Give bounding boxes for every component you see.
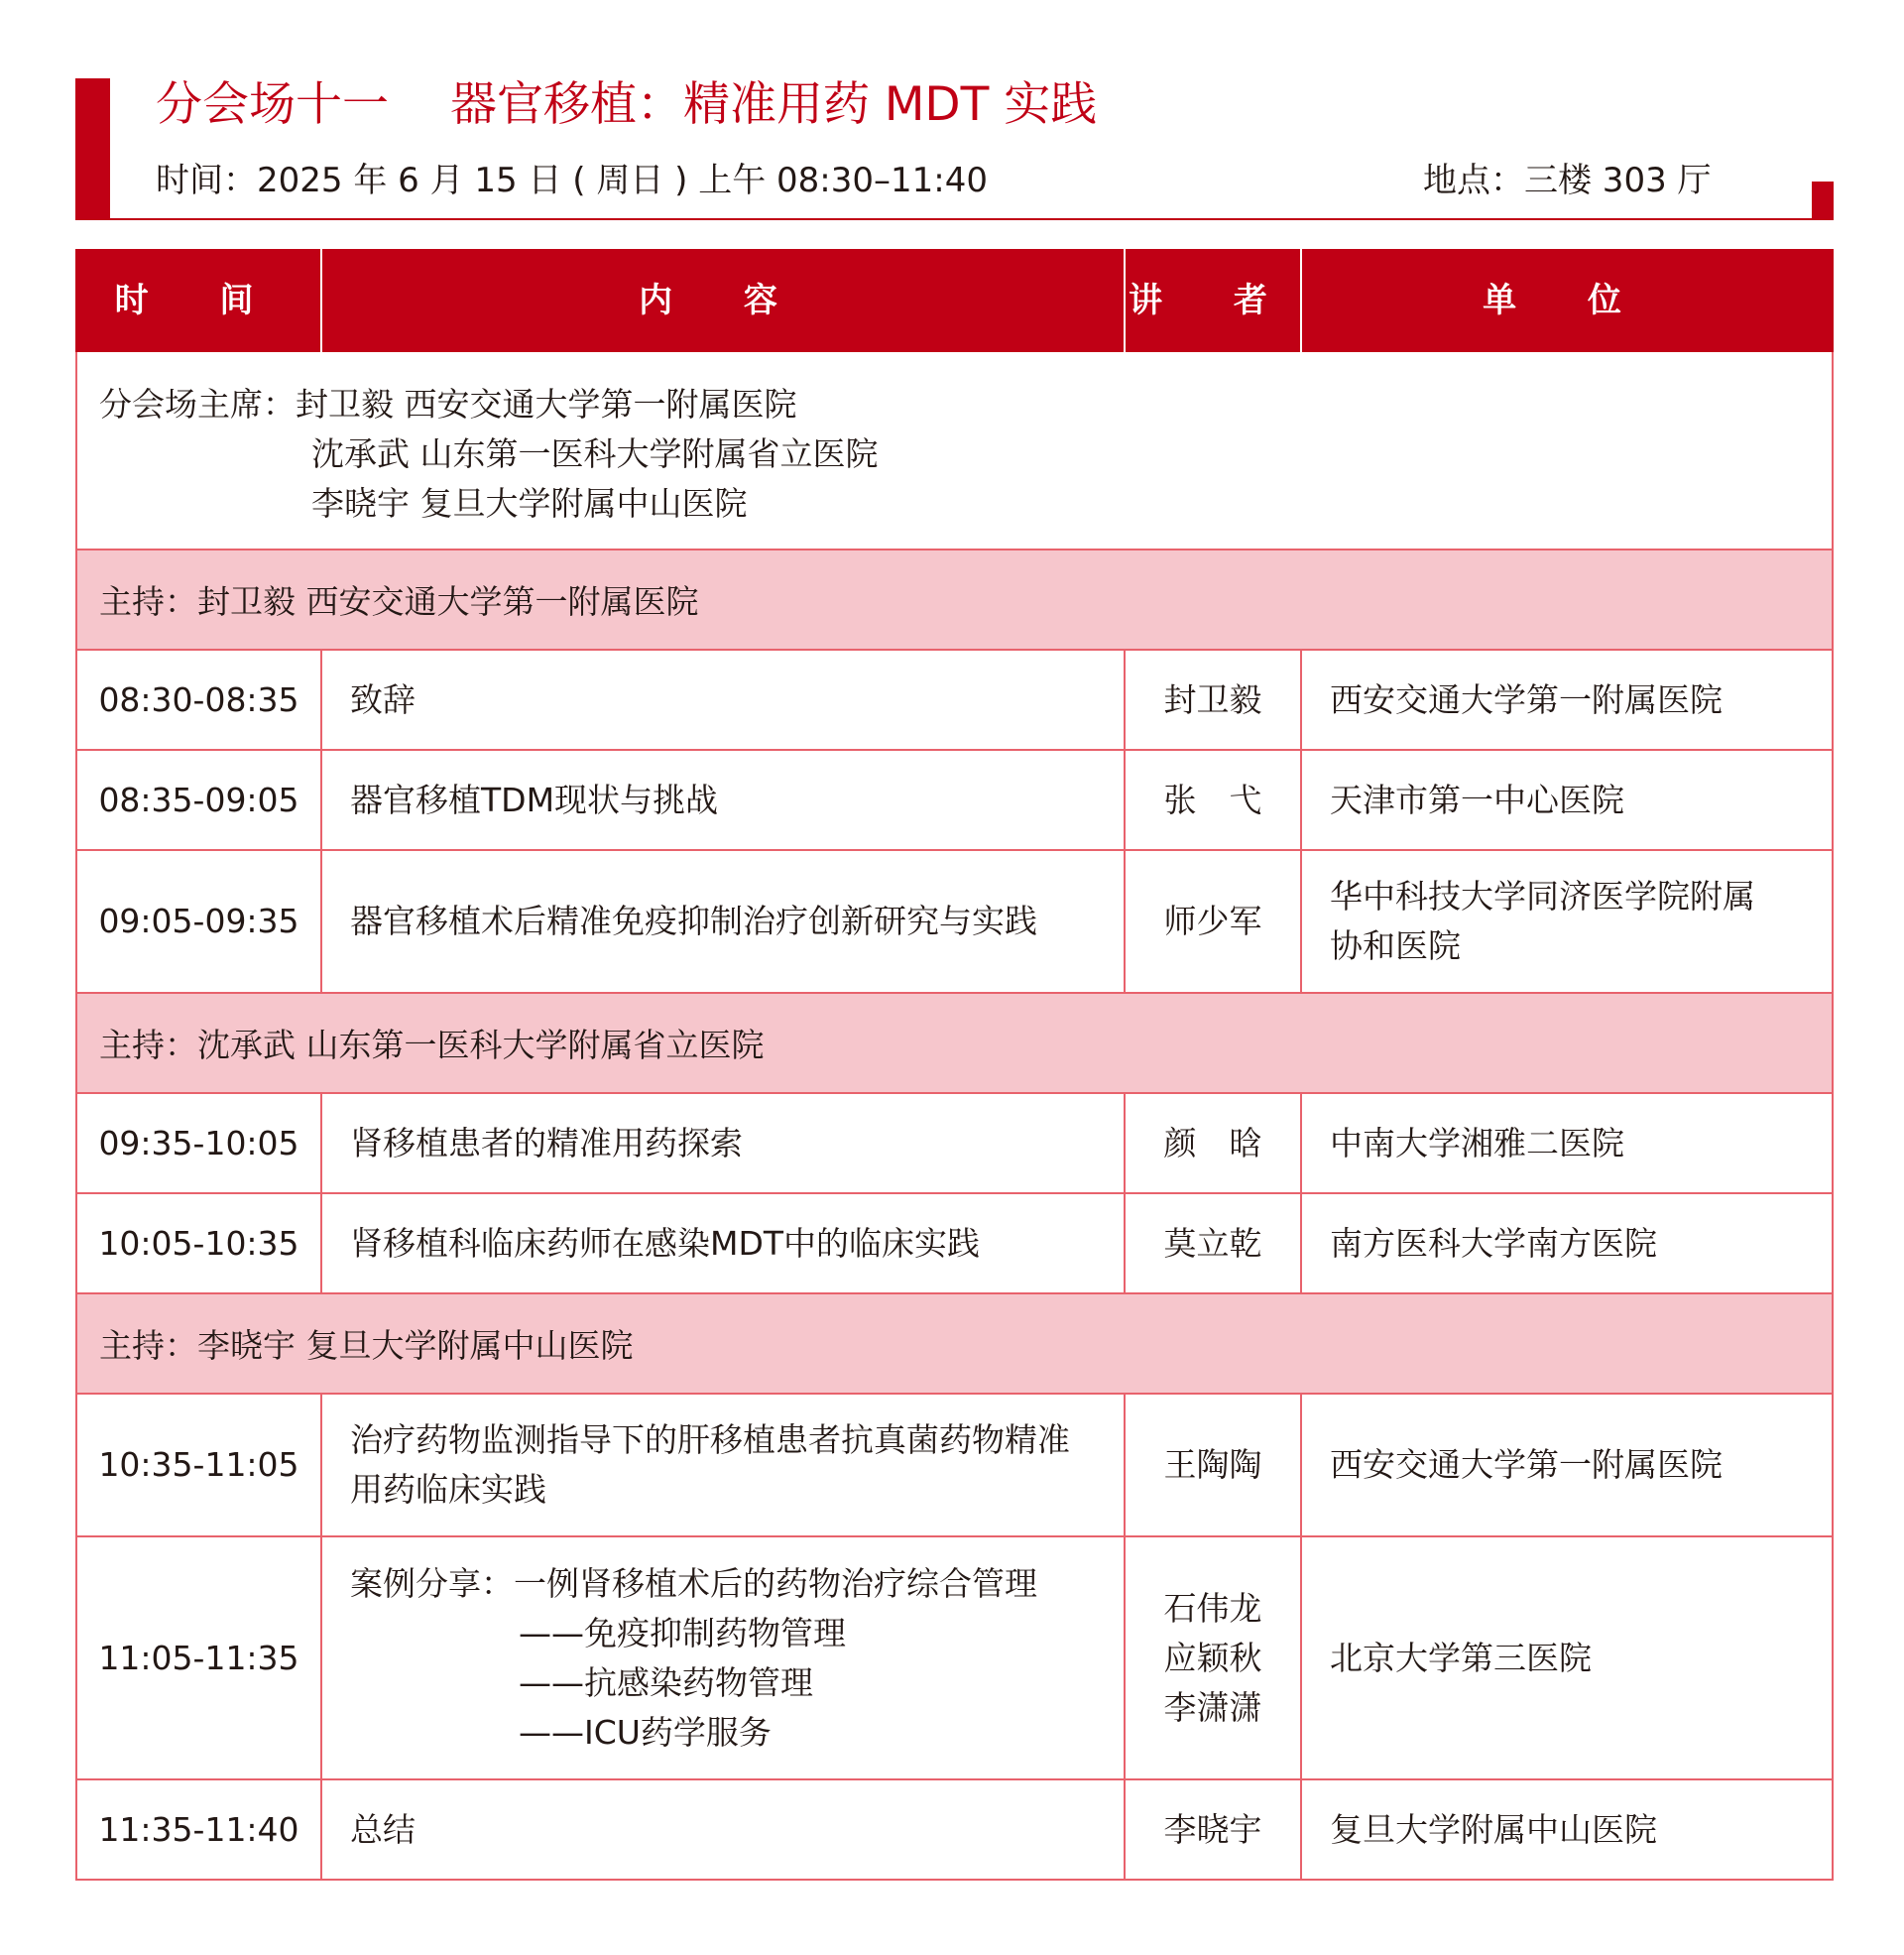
header-underline [75, 218, 1816, 220]
table-row: 10:35-11:05 治疗药物监测指导下的肝移植患者抗真菌药物精准 用药临床实践 王陶陶 西安交通大学第一附属医院 [75, 1395, 1834, 1537]
col-header-content: 内 容 [322, 249, 1126, 352]
table-row: 08:30-08:35 致辞 封卫毅 西安交通大学第一附属医院 [75, 651, 1834, 751]
session-title: 分会场十一 器官移植：精准用药 MDT 实践 [156, 77, 1098, 132]
moderator-row-3: 主持：李晓宇 复旦大学附属中山医院 [75, 1294, 1834, 1395]
table-row: 08:35-09:05 器官移植TDM现状与挑战 张 弋 天津市第一中心医院 [75, 751, 1834, 851]
col-header-unit: 单 位 [1483, 281, 1651, 320]
table-row: 11:35-11:40 总结 李晓宇 复旦大学附属中山医院 [75, 1780, 1834, 1881]
col-header-time: 时 间 [77, 249, 322, 352]
chair-1: 封卫毅 西安交通大学第一附属医院 [296, 385, 797, 424]
table-row: 09:35-10:05 肾移植患者的精准用药探索 颜 晗 中南大学湘雅二医院 [75, 1094, 1834, 1194]
moderator-row-2: 主持：沈承武 山东第一医科大学附属省立医院 [75, 994, 1834, 1094]
col-header-speaker: 讲 者 [1126, 249, 1302, 352]
table-header-row [75, 249, 1834, 352]
chair-2: 沈承武 山东第一医科大学附属省立医院 [311, 434, 879, 473]
schedule-table [75, 249, 1834, 1881]
chairs-label: 分会场主席： [99, 385, 296, 424]
session-time: 时间：2025 年 6 月 15 日 ( 周日 ) 上午 08:30–11:40 [156, 161, 988, 200]
chairs-row [75, 352, 1834, 550]
header-accent-block [1812, 182, 1834, 220]
session-location: 地点：三楼 303 厅 [1423, 161, 1712, 200]
header-accent-bar [75, 78, 110, 220]
table-row: 10:05-10:35 肾移植科临床药师在感染MDT中的临床实践 莫立乾 南方医科大学南方医院 [75, 1194, 1834, 1294]
moderator-row-1: 主持：封卫毅 西安交通大学第一附属医院 [75, 550, 1834, 651]
table-row: 09:05-09:35 器官移植术后精准免疫抑制治疗创新研究与实践 师少军 华中科技大学同济医学院附属 协和医院 [75, 851, 1834, 994]
table-row: 11:05-11:35 案例分享：一例肾移植术后的药物治疗综合管理 ——免疫抑制药物管理 ——抗感染药物管理 ——ICU药学服务 石伟龙 应颖秋 李潇潇 北京大学第三医院 [75, 1537, 1834, 1780]
chair-3: 李晓宇 复旦大学附属中山医院 [311, 484, 748, 523]
